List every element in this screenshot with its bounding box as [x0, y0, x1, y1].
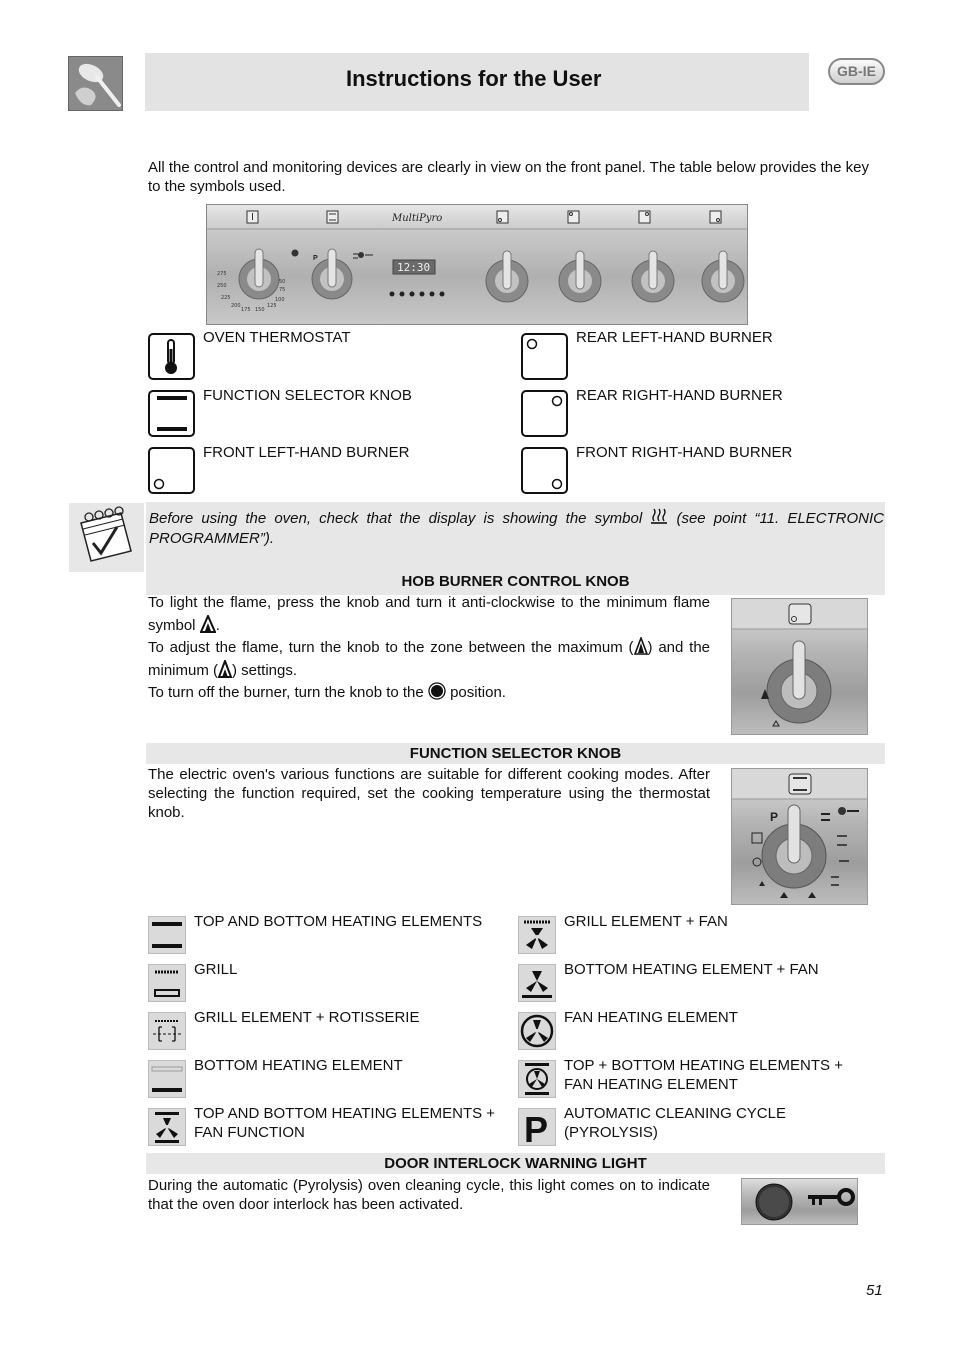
panel-brand: MultiPyro [392, 213, 443, 224]
symbol-label-function-selector: FUNCTION SELECTOR KNOB [203, 387, 412, 404]
thermo-mark-50: 50 [279, 279, 286, 285]
hob-line2a: To adjust the flame, turn the knob to the zone between the maximum ( [148, 639, 634, 656]
programmer-symbol-icon [650, 507, 668, 525]
bottom-heating-fan-icon [518, 964, 556, 1002]
thermo-mark-225: 225 [221, 295, 231, 301]
max-flame-icon [634, 637, 648, 655]
hob-line1b: . [215, 616, 220, 634]
pyrolysis-icon [518, 1108, 556, 1146]
thermo-mark-250: 250 [217, 283, 227, 289]
rear-left-burner-icon [521, 333, 568, 380]
header-bar [145, 53, 809, 111]
hob-line3b: position. [450, 684, 506, 701]
thermo-mark-275: 275 [217, 271, 227, 277]
function-selector-heading: FUNCTION SELECTOR KNOB [146, 743, 885, 764]
language-badge: GB-IE [828, 58, 885, 85]
function-label-bottom-heating: BOTTOM HEATING ELEMENT [194, 1057, 403, 1074]
burner-knob-photo [731, 598, 868, 735]
svg-text:P: P [313, 255, 318, 262]
function-selector-icon [148, 390, 195, 437]
front-left-burner-icon [148, 447, 195, 494]
symbol-label-rear-right-burner: REAR RIGHT-HAND BURNER [576, 387, 783, 404]
thermo-mark-75: 75 [279, 287, 286, 293]
thermo-mark-200: 200 [231, 303, 241, 309]
function-label-top-bottom-fan-function: TOP AND BOTTOM HEATING ELEMENTS + FAN FUNCTION [194, 1105, 496, 1141]
note-before: Before using the oven, check that the display is showing the symbol [149, 510, 643, 527]
function-label-fan-heating: FAN HEATING ELEMENT [564, 1009, 738, 1026]
grill-rotisserie-icon [148, 1012, 186, 1050]
function-label-top-bottom-fan-heating: TOP + BOTTOM HEATING ELEMENTS + FAN HEATING ELEMENT [564, 1057, 843, 1093]
min-flame-icon [200, 615, 216, 633]
note-text [149, 507, 884, 549]
bottom-heating-icon [148, 1060, 186, 1098]
function-selector-text: The electric oven's various functions are suitable for different cooking modes. After selecting the function required, set the cooking temperature using the thermostat knob. [148, 766, 710, 821]
top-bottom-fan-heating-icon [518, 1060, 556, 1098]
min-flame-icon-2 [218, 660, 232, 678]
door-interlock-text: During the automatic (Pyrolysis) oven cleaning cycle, this light comes on to indicate that the oven door interlock has been activated. [148, 1177, 710, 1213]
thermo-mark-125: 125 [267, 303, 277, 309]
thermo-mark-100: 100 [275, 297, 285, 303]
panel-clock: 12:30 [397, 261, 431, 274]
chef-spoon-logo [68, 56, 123, 111]
hob-line3a: To turn off the burner, turn the knob to the [148, 684, 424, 701]
page-title: Instructions for the User [346, 66, 602, 91]
function-label-pyrolysis: AUTOMATIC CLEANING CYCLE (PYROLYSIS) [564, 1105, 786, 1141]
symbol-label-front-right-burner: FRONT RIGHT-HAND BURNER [576, 444, 793, 461]
hob-heading: HOB BURNER CONTROL KNOB [401, 573, 630, 590]
pyrolysis-letter: P [524, 1109, 549, 1145]
door-interlock-heading: DOOR INTERLOCK WARNING LIGHT [146, 1153, 885, 1174]
function-label-grill: GRILL [194, 961, 238, 978]
thermometer-icon [148, 333, 195, 380]
function-knob-photo [731, 768, 868, 905]
hob-text [148, 592, 710, 705]
off-position-icon [428, 682, 446, 700]
hob-line1a: To light the flame, press the knob and turn it anti-clockwise to the minimum flame symbol [148, 594, 710, 634]
function-knob-letter: P [770, 810, 779, 824]
front-panel-image [206, 204, 748, 325]
symbol-label-front-left-burner: FRONT LEFT-HAND BURNER [203, 444, 410, 461]
thermo-mark-175: 175 [241, 307, 251, 313]
front-right-burner-icon [521, 447, 568, 494]
note-after: (see point “11. ELECTRONIC PROGRAMMER”). [149, 510, 885, 547]
top-bottom-heating-icon [148, 916, 186, 954]
door-interlock-light-photo [741, 1178, 858, 1225]
function-label-bottom-heating-fan: BOTTOM HEATING ELEMENT + FAN [564, 961, 819, 978]
fan-heating-icon [518, 1012, 556, 1050]
function-label-top-bottom-heating: TOP AND BOTTOM HEATING ELEMENTS [194, 913, 483, 930]
notepad-pencil-icon [69, 503, 144, 572]
grill-icon [148, 964, 186, 1002]
grill-fan-icon [518, 916, 556, 954]
intro-text: All the control and monitoring devices are clearly in view on the front panel. The table below provides the key to the symbols used. [148, 159, 869, 195]
page-number: 51 [866, 1282, 883, 1299]
hob-line2c: ) settings. [232, 661, 298, 679]
hob-line2b: ) and the minimum ( [148, 639, 711, 679]
function-label-grill-rotisserie: GRILL ELEMENT + ROTISSERIE [194, 1009, 420, 1026]
thermo-mark-150: 150 [255, 307, 265, 313]
function-label-grill-fan: GRILL ELEMENT + FAN [564, 913, 728, 930]
top-bottom-fan-function-icon [148, 1108, 186, 1146]
symbol-label-rear-left-burner: REAR LEFT-HAND BURNER [576, 329, 773, 346]
rear-right-burner-icon [521, 390, 568, 437]
symbol-label-oven-thermostat: OVEN THERMOSTAT [203, 329, 351, 346]
